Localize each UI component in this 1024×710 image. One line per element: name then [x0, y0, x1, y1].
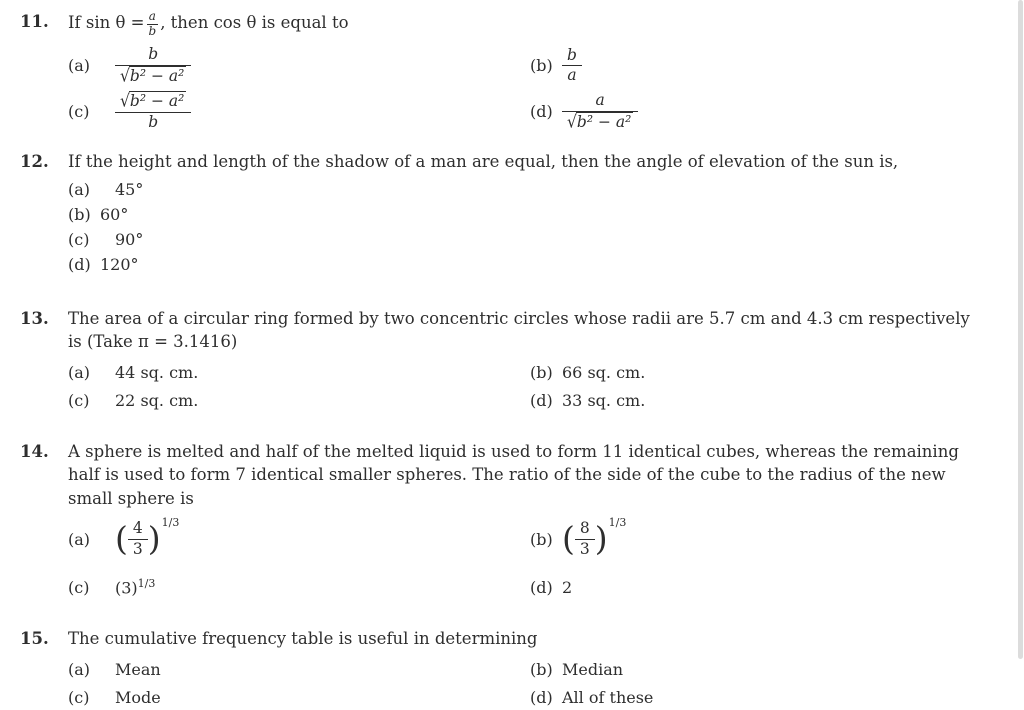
option-value: 22 sq. cm.	[115, 390, 199, 410]
option-label: (c)	[68, 230, 90, 250]
fraction-denominator	[115, 65, 191, 86]
page-right-edge	[1018, 0, 1023, 659]
fraction	[128, 519, 148, 559]
option-d	[530, 388, 980, 413]
option-value: 90°	[115, 230, 144, 250]
option-value: 120°	[100, 255, 139, 275]
question-text-prefix: If sin θ =	[68, 12, 145, 32]
question-number: 14.	[20, 441, 49, 461]
fraction	[575, 519, 595, 559]
option-value: 33 sq. cm.	[562, 390, 646, 410]
option-d	[530, 685, 980, 710]
fraction-denominator	[562, 111, 638, 132]
option-label: (d)	[68, 255, 91, 275]
option-label: (d)	[530, 687, 553, 707]
fraction	[115, 45, 191, 86]
option-label: (b)	[530, 56, 553, 76]
option-d	[530, 91, 980, 133]
fraction-denominator: a	[562, 65, 582, 85]
option-label: (b)	[68, 205, 91, 225]
math-expression	[115, 577, 155, 597]
fraction	[562, 46, 582, 86]
left-paren: (	[115, 519, 128, 559]
base: (3)	[115, 578, 138, 598]
option-label: (a)	[68, 362, 91, 382]
question-number: 15.	[20, 629, 49, 649]
option-b	[530, 657, 980, 682]
fraction-numerator: a	[595, 91, 605, 110]
option-label: (b)	[530, 659, 553, 679]
option-label: (b)	[530, 362, 553, 382]
sqrt-icon: √	[567, 111, 577, 132]
fraction-numerator	[115, 91, 191, 111]
fraction	[115, 91, 191, 132]
options	[68, 178, 980, 277]
option-value: Mean	[115, 659, 161, 679]
option-b	[530, 360, 980, 385]
option-a	[68, 516, 530, 562]
left-paren: (	[562, 519, 575, 559]
question-text: The area of a circular ring formed by two concentric circles whose radii are 5.7 cm and 4.3 cm respectively is (Take π = 3.1416)	[68, 309, 970, 352]
sqrt-icon: √	[120, 65, 130, 86]
option-label: (d)	[530, 577, 553, 597]
fraction-numerator: b	[567, 45, 577, 64]
option-value: 2	[562, 577, 573, 597]
options	[68, 45, 980, 133]
option-b	[68, 203, 980, 227]
question-text: The cumulative frequency table is useful in determining	[68, 629, 538, 649]
exponent: 1/3	[161, 516, 180, 530]
option-a	[68, 360, 530, 385]
option-a	[68, 45, 530, 87]
square-root: √b² − a²	[567, 111, 632, 132]
option-c	[68, 91, 530, 133]
option-label: (a)	[68, 56, 91, 76]
option-value: 45°	[115, 180, 144, 200]
option-c	[68, 228, 980, 252]
right-paren: )	[147, 519, 161, 559]
fraction-denominator: b	[148, 23, 157, 38]
option-a	[68, 178, 980, 202]
fraction-denominator: 3	[575, 539, 595, 559]
question-text: If the height and length of the shadow of a man are equal, then the angle of elevation of the sun is,	[68, 151, 899, 171]
question-15	[20, 627, 998, 709]
option-label: (a)	[68, 529, 91, 549]
question-number: 13.	[20, 309, 49, 329]
options	[68, 657, 980, 710]
option-c	[68, 388, 530, 413]
question-text: A sphere is melted and half of the melted liquid is used to form 11 identical cubes, whereas the remaining half is used to form 7 identical smaller spheres. The ratio of the side of the cube to the radius of the new small sphere is	[68, 441, 959, 508]
fraction-numerator: 8	[579, 519, 590, 538]
exponent: 1/3	[137, 576, 156, 590]
option-label: (c)	[68, 577, 90, 597]
fraction-denominator: b	[115, 112, 191, 132]
square-root: √b² − a²	[120, 65, 185, 86]
option-value: Median	[562, 659, 624, 679]
option-b	[530, 516, 980, 562]
option-label: (a)	[68, 659, 91, 679]
option-c	[68, 572, 530, 602]
fraction-numerator: 4	[132, 519, 143, 538]
fraction-denominator: 3	[128, 539, 148, 559]
math-expression	[115, 516, 180, 559]
option-label: (c)	[68, 390, 90, 410]
option-label: (d)	[530, 390, 553, 410]
inline-fraction	[147, 10, 159, 39]
option-label: (c)	[68, 102, 90, 122]
exponent: 1/3	[608, 516, 627, 530]
fraction-numerator: b	[148, 45, 159, 64]
math-expression	[562, 516, 627, 559]
question-text	[68, 10, 980, 39]
option-value: Mode	[115, 687, 161, 707]
option-value: 60°	[100, 205, 129, 225]
option-label: (c)	[68, 687, 90, 707]
question-text-suffix: , then cos θ is equal to	[160, 12, 349, 32]
question-13	[20, 307, 998, 413]
option-label: (d)	[530, 102, 553, 122]
option-a	[68, 657, 530, 682]
option-value: 66 sq. cm.	[562, 362, 646, 382]
option-value: 44 sq. cm.	[115, 362, 199, 382]
option-d	[530, 572, 980, 602]
question-number: 12.	[20, 151, 49, 171]
option-value: All of these	[562, 687, 654, 707]
option-d	[68, 253, 980, 277]
option-label: (a)	[68, 180, 91, 200]
sqrt-icon: √	[120, 91, 130, 112]
question-12	[20, 150, 998, 278]
option-c	[68, 685, 530, 710]
option-label: (b)	[530, 529, 553, 549]
square-root: √b² − a²	[120, 91, 185, 112]
fraction	[562, 91, 638, 132]
question-11	[20, 10, 998, 133]
option-b	[530, 45, 980, 87]
options	[68, 360, 980, 413]
question-14	[20, 440, 998, 602]
question-number: 11.	[20, 12, 49, 31]
right-paren: )	[594, 519, 608, 559]
fraction-numerator: a	[148, 9, 156, 23]
options	[68, 516, 980, 602]
